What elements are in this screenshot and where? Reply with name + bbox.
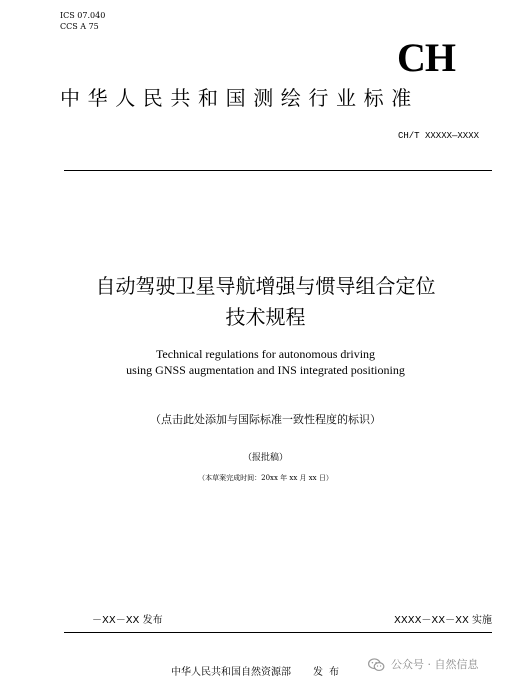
watermark bbox=[368, 657, 479, 673]
watermark-text: 公众号 · 自然信息 bbox=[391, 658, 479, 671]
draft-completion-date: （本草案完成时间：20xx 年 xx 月 xx 日） bbox=[198, 474, 333, 482]
publisher-action: 发布 bbox=[313, 667, 345, 678]
document-title-en-line1: Technical regulations for autonomous driving bbox=[155, 347, 376, 361]
ics-code: ICS 07.040 bbox=[60, 11, 106, 20]
issue-date: －XX－XX 发布 bbox=[92, 615, 163, 626]
ccs-code: CCS A 75 bbox=[60, 22, 99, 31]
standard-number: CH/T XXXXX—XXXX bbox=[397, 131, 479, 141]
top-divider bbox=[64, 170, 492, 171]
bottom-divider bbox=[64, 632, 492, 633]
ch-logo: CH bbox=[397, 35, 455, 80]
publisher-name: 中华人民共和国自然资源部 bbox=[171, 667, 291, 678]
consistency-note[interactable]: （点击此处添加与国际标准一致性程度的标识） bbox=[150, 413, 381, 426]
implementation-date: XXXX－XX－XX 实施 bbox=[394, 615, 492, 626]
wechat-icon bbox=[368, 658, 385, 672]
cover-codes bbox=[60, 10, 105, 32]
draft-status: （报批稿） bbox=[242, 453, 288, 463]
document-title-cn-line1: 自动驾驶卫星导航增强与惯导组合定位 bbox=[95, 274, 436, 298]
document-title-cn-line2: 技术规程 bbox=[225, 305, 306, 329]
standard-title: 中华人民共和国测绘行业标准 bbox=[60, 86, 419, 110]
publisher bbox=[171, 666, 345, 680]
document-title-en-line2: using GNSS augmentation and INS integrated positioning bbox=[126, 363, 405, 377]
